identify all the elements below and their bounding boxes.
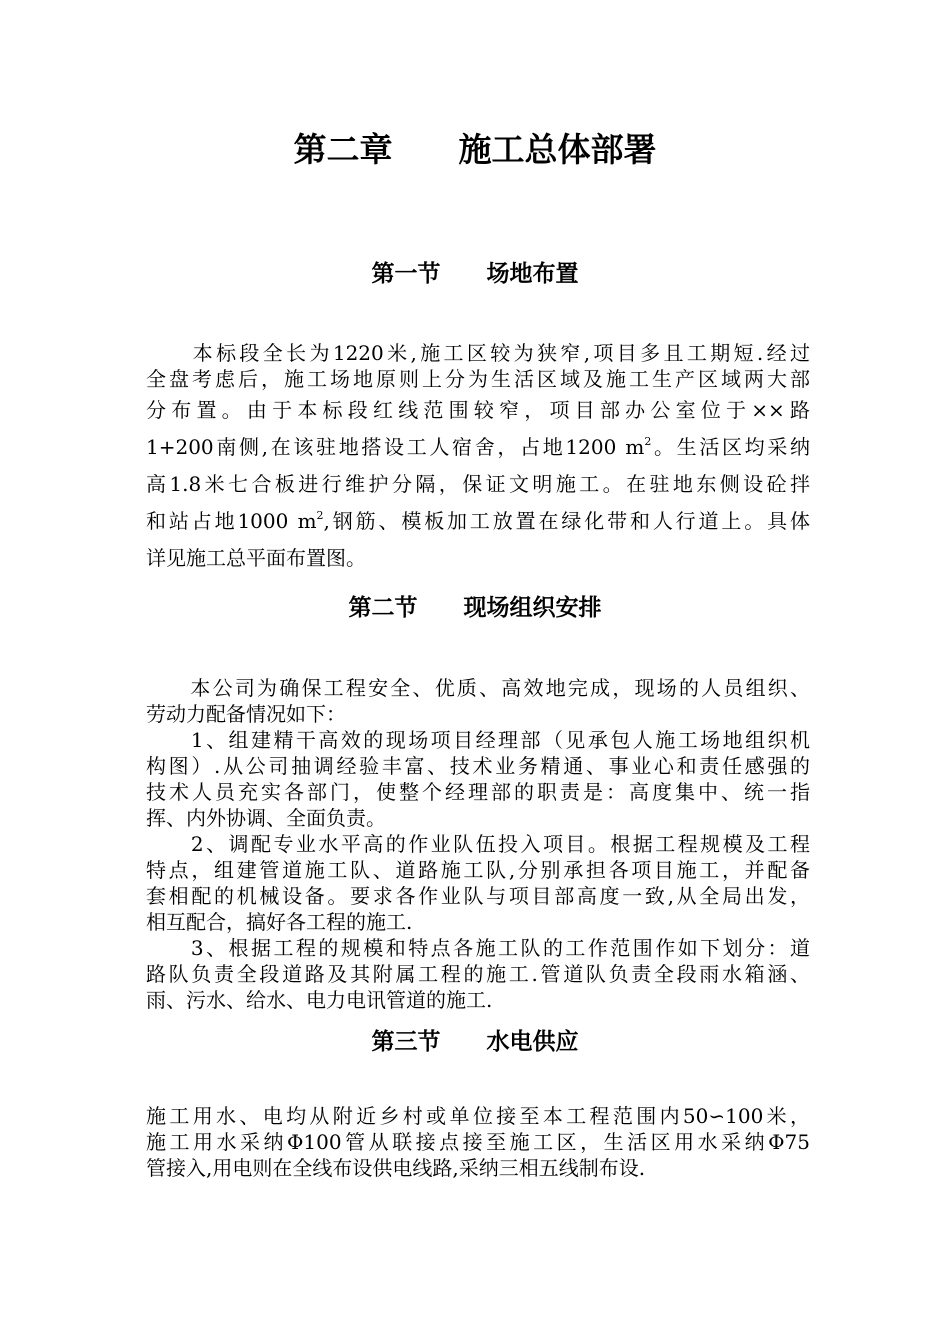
text-line: 3、根据工程的规模和特点各施工队的工作范围作如下划分：道: [146, 936, 810, 960]
chapter-title: 第二章 施工总体部署: [293, 130, 657, 169]
text-segment: 和站占地1000 m: [146, 509, 317, 533]
text-line: 本公司为确保工程安全、优质、高效地完成，现场的人员组织、: [146, 676, 810, 700]
text-line: 1、组建精干高效的现场项目经理部（见承包人施工场地组织机: [146, 728, 810, 752]
text-line: 挥、内外协调、全面负责。: [146, 806, 386, 830]
text-segment: 1+200南侧,在该驻地搭设工人宿舍，占地1200 m: [146, 435, 645, 459]
paragraph-water-power: [146, 1103, 810, 1181]
text-line: 本标段全长为1220米,施工区较为狭窄,项目多且工期短.经过: [146, 341, 810, 365]
text-line: 施工用水、电均从附近乡村或单位接至本工程范围内50∽100米，: [146, 1104, 810, 1128]
text-line: 2、调配专业水平高的作业队伍投入项目。根据工程规模及工程: [146, 832, 810, 856]
text-line: 路队负责全段道路及其附属工程的施工.管道队负责全段雨水箱涵、: [146, 962, 810, 986]
paragraph-site-layout: [146, 340, 810, 577]
text-line: 套相配的机械设备。要求各作业队与项目部高度一致,从全局出发，: [146, 884, 810, 908]
text-line: 劳动力配备情况如下：: [146, 702, 346, 726]
text-line: 详见施工总平面布置图。: [146, 546, 366, 570]
text-line: 高1.8米七合板进行维护分隔，保证文明施工。在驻地东侧设砼拌: [146, 472, 810, 496]
text-segment: 。生活区均采纳: [651, 435, 811, 459]
paragraph-site-organization: [146, 675, 810, 1013]
text-line: 施工用水采纳Φ100管从联接点接至施工区，生活区用水采纳Φ75: [146, 1130, 810, 1154]
text-segment: ,钢筋、模板加工放置在绿化带和人行道上。具体: [323, 509, 810, 533]
text-line: 分布置。由于本标段红线范围较窄，项目部办公室位于××路: [146, 398, 810, 422]
text-line: 管接入,用电则在全线布设供电线路,采纳三相五线制布设.: [146, 1156, 646, 1180]
text-line: [146, 429, 810, 466]
text-line: 相互配合，搞好各工程的施工.: [146, 910, 413, 934]
section-title-site-organization: 第二节 现场组织安排: [348, 595, 602, 621]
section-title-water-power: 第三节 水电供应: [371, 1029, 579, 1055]
text-line: 构图）.从公司抽调经验丰富、技术业务精通、事业心和责任感强的: [146, 754, 810, 778]
section-title-site-layout: 第一节 场地布置: [371, 261, 579, 287]
superscript-2: 2: [644, 435, 652, 448]
text-line: 技术人员充实各部门，使整个经理部的职责是：高度集中、统一指: [146, 780, 810, 804]
superscript-2: 2: [316, 509, 324, 522]
text-line: 特点，组建管道施工队、道路施工队,分别承担各项目施工，并配备: [146, 858, 810, 882]
text-line: [146, 503, 810, 540]
text-line: 全盘考虑后，施工场地原则上分为生活区域及施工生产区域两大部: [146, 367, 810, 391]
text-line: 雨、污水、给水、电力电讯管道的施工.: [146, 988, 493, 1012]
